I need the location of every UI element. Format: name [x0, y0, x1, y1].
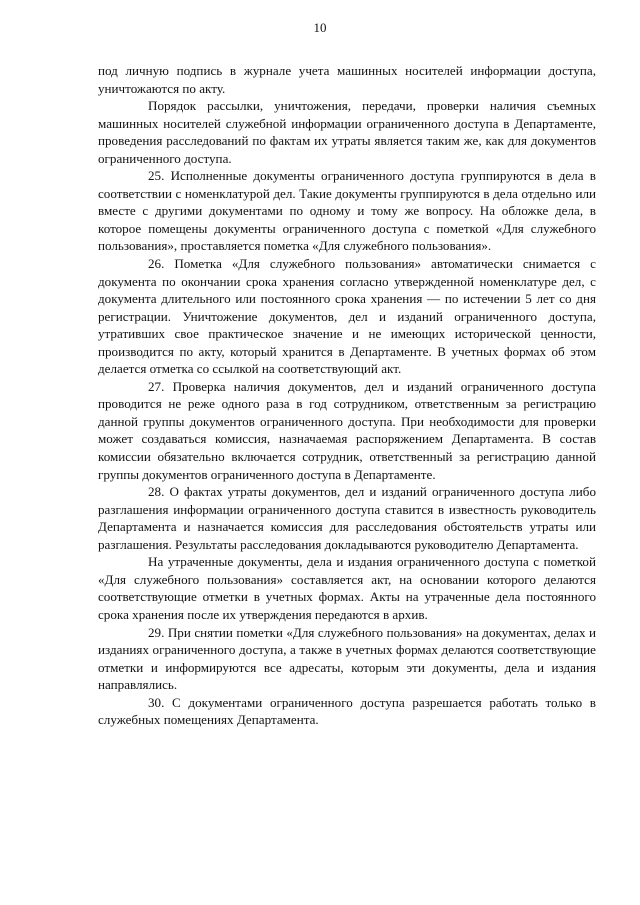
body-text: [98, 62, 596, 729]
paragraph-lost-documents: На утраченные документы, дела и издания ограниченного доступа с пометкой «Для служебного пользования» составляется акт, на основании которого делаются соответствующие отметки в учетных формах. Акты на утраченные дела постоянного срока хранения после их утверждения передаются в архив.: [98, 554, 596, 622]
paragraph-26: 26. Пометка «Для служебного пользования» автоматически снимается с документа по окончании срока хранения согласно утвержденной номенклатуре дел, с документа длительного или постоянного срока хранения — по истечении 5 лет со дня регистрации. Уничтожение документов, дел и изданий ограниченного доступа, утративших свое практическое значение и не имеющих исторической ценности, производится по акту, который хранится в Департаменте. В учетных формах об этом делается отметка со ссылкой на соответствующий акт.: [98, 256, 596, 377]
paragraph-25: 25. Исполненные документы ограниченного доступа группируются в дела в соответствии с номенклатурой дел. Такие документы группируются в дела отдельно или вместе с другими документами по одному и тому же вопросу. На обложке дела, в которое помещены документы ограниченного доступа с пометкой «Для служебного пользования», проставляется пометка «Для служебного пользования».: [98, 168, 596, 254]
paragraph-30: 30. С документами ограниченного доступа разрешается работать только в служебных помещениях Департамента.: [98, 694, 596, 728]
paragraph-media-procedure: Порядок рассылки, уничтожения, передачи, проверки наличия съемных машинных носителей служебной информации ограниченного доступа в Департаменте, проведения расследований по фактам их утраты является таким же, как для документов ограниченного доступа.: [98, 98, 596, 166]
paragraph-continuation: под личную подпись в журнале учета машинных носителей информации доступа, уничтожаются по акту.: [98, 63, 596, 96]
paragraph-28: 28. О фактах утраты документов, дел и изданий ограниченного доступа либо разглашения информации ограниченного доступа ставится в известность руководитель Департамента и назначается комиссия для расследования обстоятельств утраты или разглашения. Результаты расследования докладываются руководителю Департамента.: [98, 484, 596, 552]
paragraph-27: 27. Проверка наличия документов, дел и изданий ограниченного доступа проводится не реже одного раза в год сотрудником, ответственным за регистрацию данной группы документов ограниченного доступа. При необходимости для проверки может создаваться комиссия, назначаемая распоряжением Департамента. В состав комиссии обязательно включается сотрудник, ответственный за регистрацию данной группы документов ограниченного доступа в Департаменте.: [98, 378, 596, 482]
paragraph-29: 29. При снятии пометки «Для служебного пользования» на документах, делах и изданиях ограниченного доступа, а также в учетных формах делаются соответствующие отметки и информируются все адресаты, которым эти документы, дела и издания направлялись.: [98, 624, 596, 693]
page-number: 10: [313, 20, 327, 35]
